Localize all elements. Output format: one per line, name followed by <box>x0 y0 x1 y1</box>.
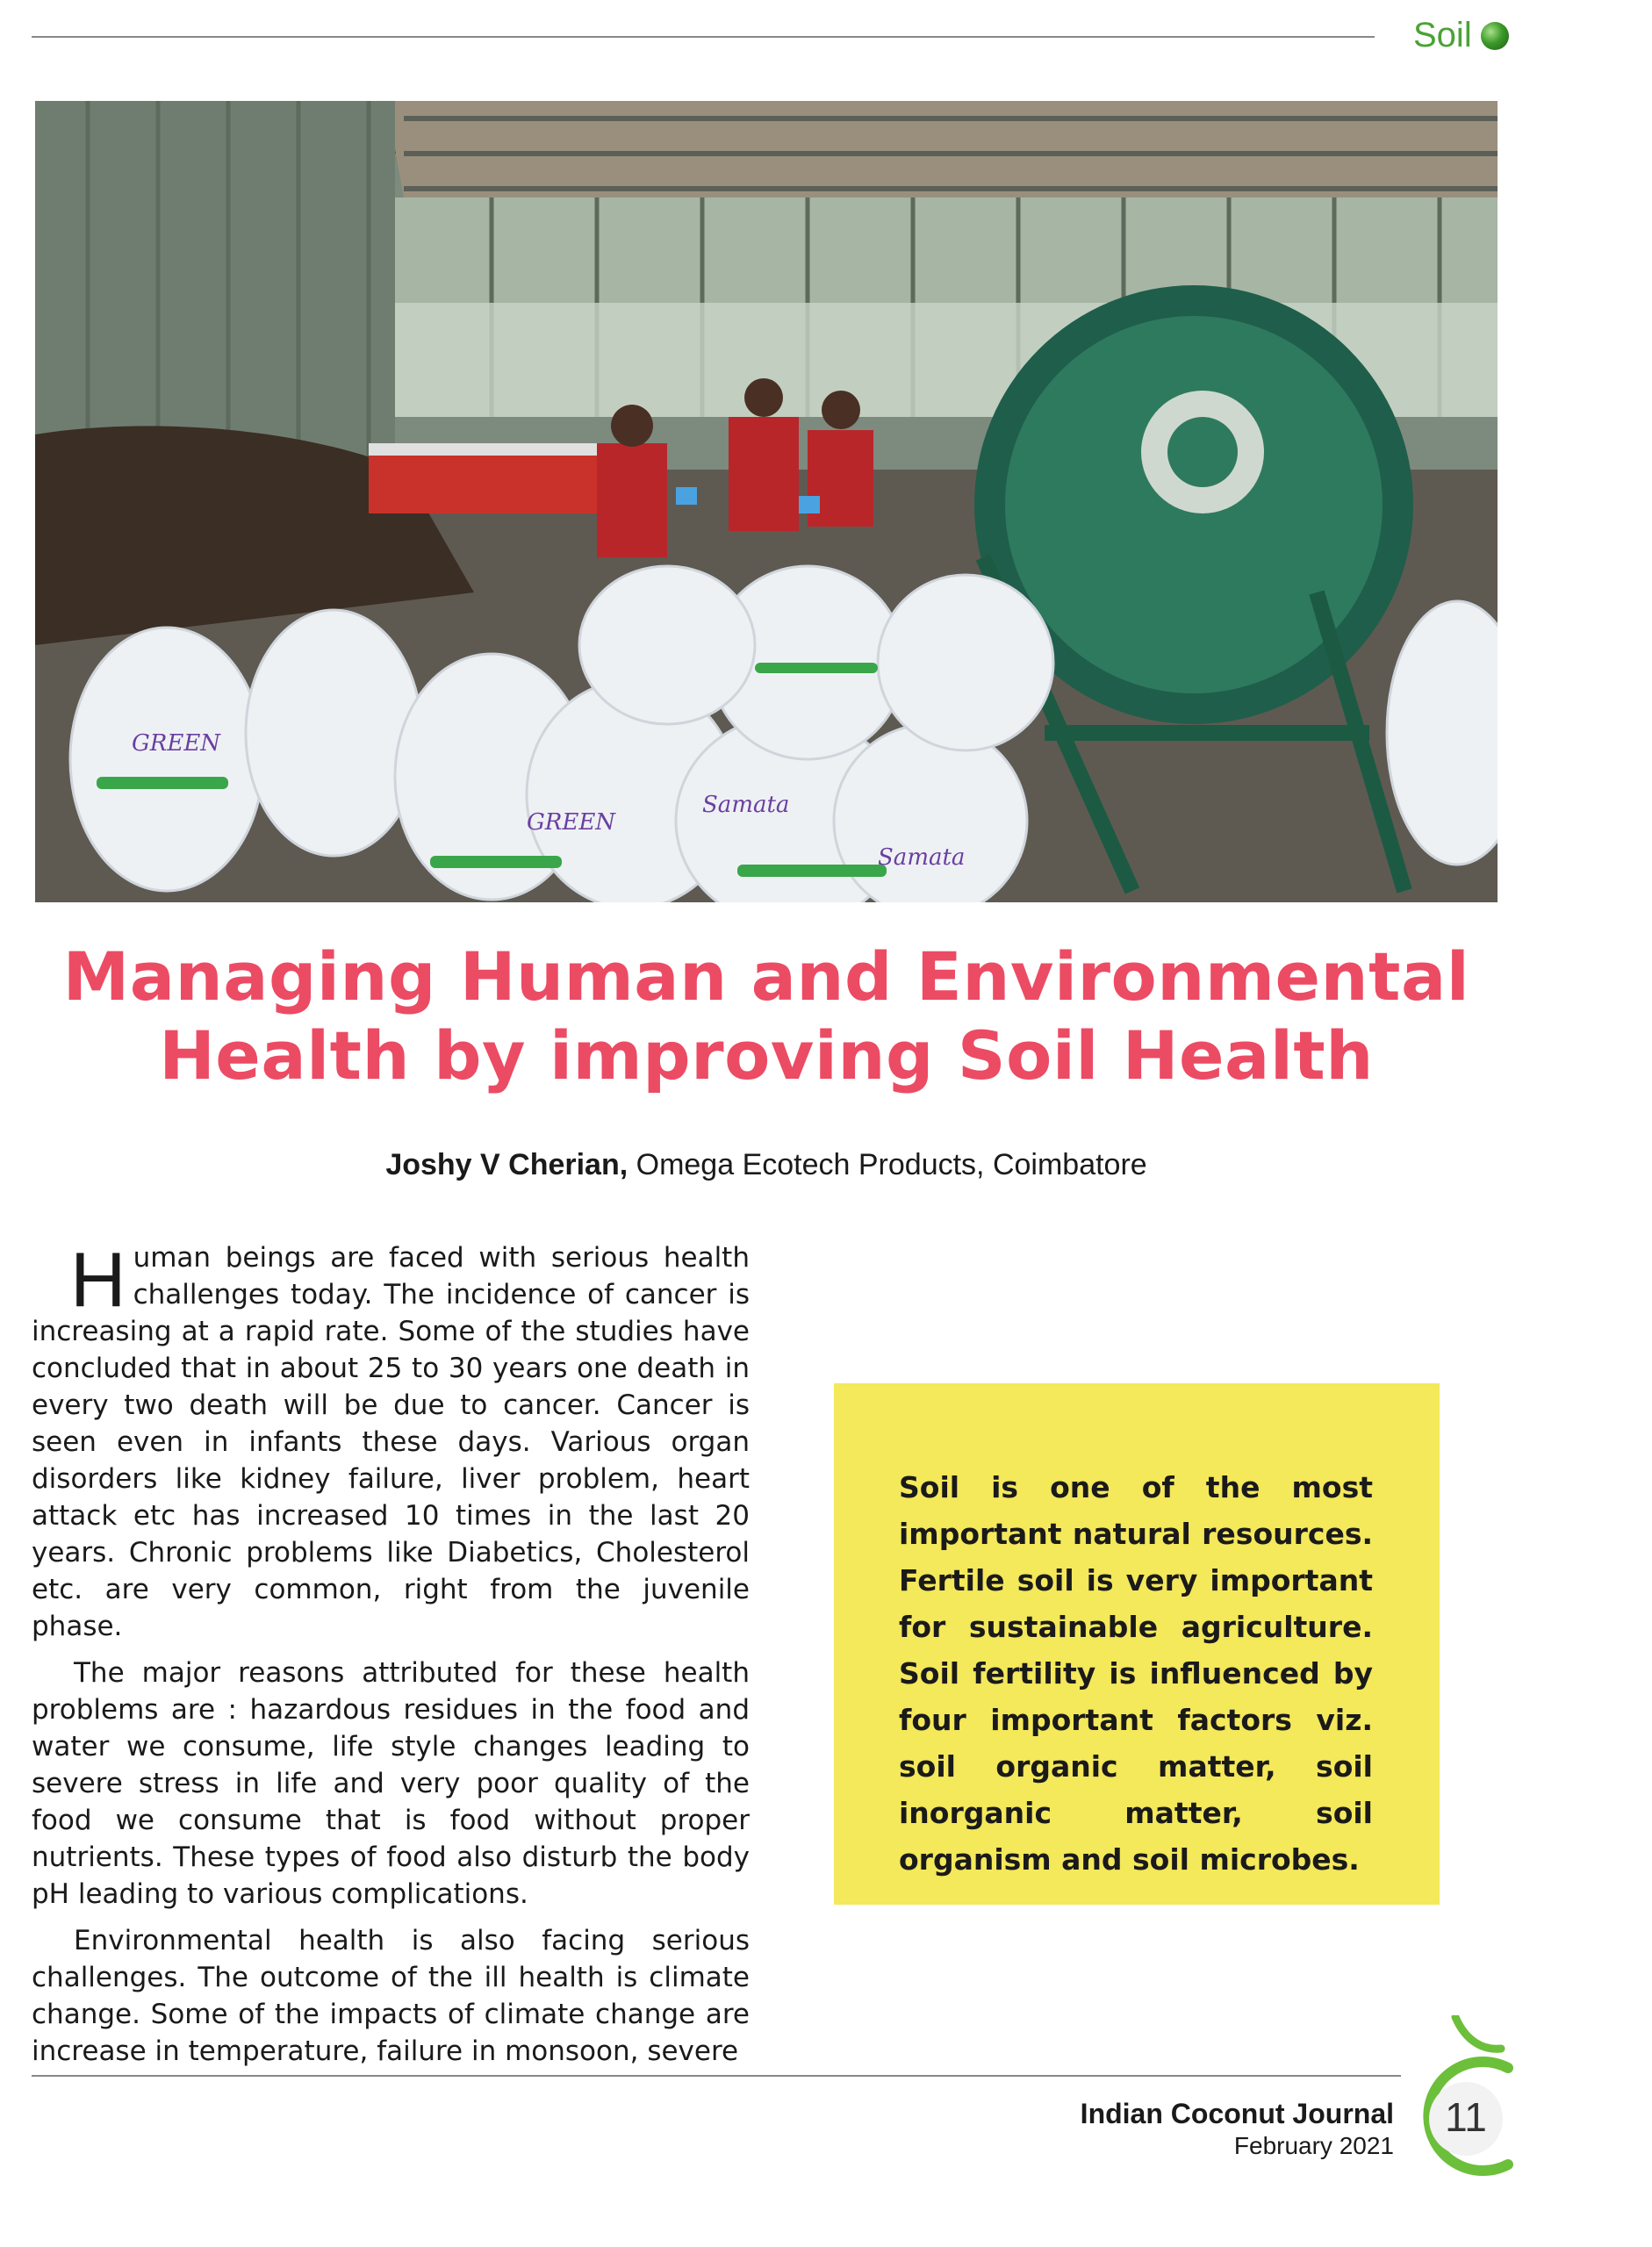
bag-label: GREEN <box>527 809 616 836</box>
drop-cap: H <box>70 1236 126 1323</box>
article-title <box>35 937 1498 1095</box>
section-name: Soil <box>1413 16 1472 54</box>
author-affiliation: Omega Ecotech Products, Coimbatore <box>628 1148 1147 1181</box>
bag-label: Samata <box>702 792 790 818</box>
photo-illustration <box>35 101 1498 902</box>
bag-label: Samata <box>878 844 966 871</box>
title-line: Health by improving Soil Health <box>159 1016 1374 1095</box>
issue-date: February 2021 <box>1233 2132 1394 2159</box>
article-body <box>32 1236 750 2079</box>
paragraph <box>32 1236 750 1645</box>
green-ball-icon <box>1481 22 1509 50</box>
paragraph: Environmental health is also facing serious challenges. The outcome of the ill health is climate change. Some of the impacts of climate change are increase in temperature, failure in monsoon, severe <box>32 1925 750 2067</box>
journal-name: Indian Coconut Journal <box>1080 2098 1394 2129</box>
pull-quote-text: Soil is one of the most important natural resources. Fertile soil is very important for sustainable agriculture. Soil fertility is influenced by four important factors viz. soil organic matter, soil inorganic matter, soil organism and soil microbes. <box>899 1470 1373 1877</box>
footer-rule <box>32 2075 1401 2077</box>
header-rule <box>32 36 1375 38</box>
article-photo <box>35 101 1498 902</box>
page-number: 11 <box>1445 2094 1487 2140</box>
journal-info <box>1081 2098 1394 2160</box>
author-name: Joshy V Cherian, <box>385 1148 628 1181</box>
bag-label: GREEN <box>132 730 221 757</box>
pull-quote-box <box>834 1383 1440 1905</box>
section-label <box>1413 16 1509 55</box>
paragraph-text: uman beings are faced with serious health challenges today. The incidence of cancer is increasing at a rapid rate. Some of the studies have concluded that in about 25 to 30 years one death in every two death will be due to cancer. Cancer is seen even in infants these days. Various organ disorders like kidney failure, liver problem, heart attack etc has increased 10 times in the last 20 years. Chronic problems like Diabetics, Cholesterol etc. are very common, right from the juvenile phase. <box>32 1242 750 1642</box>
byline <box>35 1148 1498 1182</box>
paragraph: The major reasons attributed for these health problems are : hazardous residues in the food and water we consume, life style changes leading to severe stress in life and very poor quality of the food we consume that is food without proper nutrients. These types of food also disturb the body pH leading to various complications. <box>32 1657 750 1910</box>
title-line: Managing Human and Environmental <box>62 937 1470 1016</box>
